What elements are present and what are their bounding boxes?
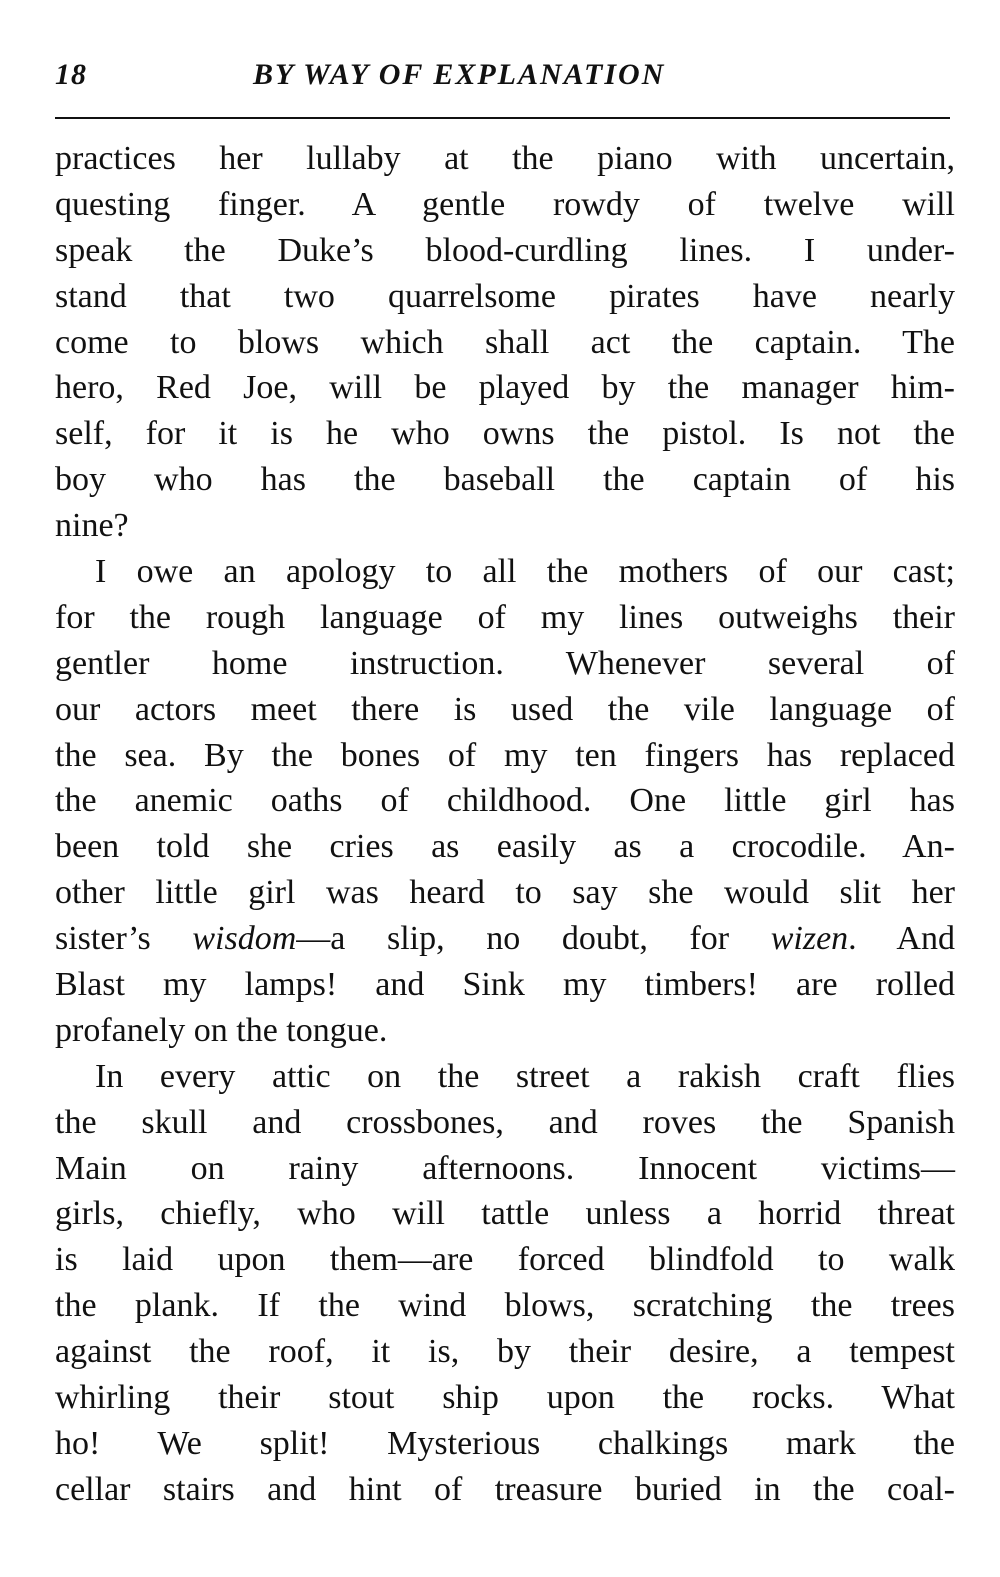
text-line: hero, Red Joe, will be played by the manager him- (55, 369, 955, 407)
text-line: practices her lullaby at the piano with uncertain, (55, 140, 955, 177)
text-line: against the roof, it is, by their desire, a tempest (55, 1333, 955, 1371)
text-line: ho! We split! Mysterious chalkings mark the (55, 1424, 955, 1462)
text-line: I owe an apology to all the mothers of our cast; (95, 553, 955, 591)
text-line: speak the Duke’s blood-curdling lines. I under- (55, 231, 955, 269)
text-line: come to blows which shall act the captain. The (55, 323, 955, 361)
line-segment: sister’s (55, 920, 193, 958)
text-line: self, for it is he who owns the pistol. Is not the (55, 415, 955, 453)
italic-word: wisdom (192, 920, 297, 958)
text-line: gentler home instruction. Whenever several of (55, 644, 955, 682)
italic-word: wizen (770, 920, 849, 958)
page-number: 18 (55, 58, 87, 91)
text-line: our actors meet there is used the vile language of (55, 690, 955, 728)
text-line: been told she cries as easily as a crocodile. An- (55, 828, 955, 866)
text-line: for the rough language of my lines outweighs their (55, 598, 955, 636)
text-line: In every attic on the street a rakish craft flies (95, 1057, 955, 1095)
text-line: girls, chiefly, who will tattle unless a horrid threat (55, 1195, 955, 1233)
text-line: cellar stairs and hint of treasure buried in the coal- (55, 1470, 955, 1508)
text-line: is laid upon them—are forced blindfold to walk (55, 1241, 955, 1279)
text-line: whirling their stout ship upon the rocks. What (55, 1379, 955, 1417)
text-line: the anemic oaths of childhood. One little girl has (55, 782, 955, 820)
body-text (55, 136, 955, 1513)
line-segment: —a slip, no doubt, for (296, 920, 771, 958)
running-title: BY WAY OF EXPLANATION (253, 58, 666, 91)
line-segment: . And (848, 920, 955, 958)
text-line: the skull and crossbones, and roves the Spanish (55, 1103, 955, 1141)
text-line: other little girl was heard to say she would slit her (55, 874, 955, 912)
text-line-with-italics (55, 916, 955, 962)
text-line: questing finger. A gentle rowdy of twelve will (55, 185, 955, 223)
text-line: the plank. If the wind blows, scratching the trees (55, 1287, 955, 1325)
text-line: profanely on the tongue. (55, 1011, 388, 1049)
text-line: nine? (55, 507, 129, 545)
header-rule (55, 117, 950, 119)
text-line: Blast my lamps! and Sink my timbers! are rolled (55, 966, 955, 1004)
text-line: Main on rainy afternoons. Innocent victims— (55, 1149, 955, 1187)
text-line: boy who has the baseball the captain of his (55, 461, 955, 499)
text-line: the sea. By the bones of my ten fingers has replaced (55, 736, 955, 774)
running-head (55, 58, 950, 102)
text-line: stand that two quarrelsome pirates have nearly (55, 277, 955, 315)
